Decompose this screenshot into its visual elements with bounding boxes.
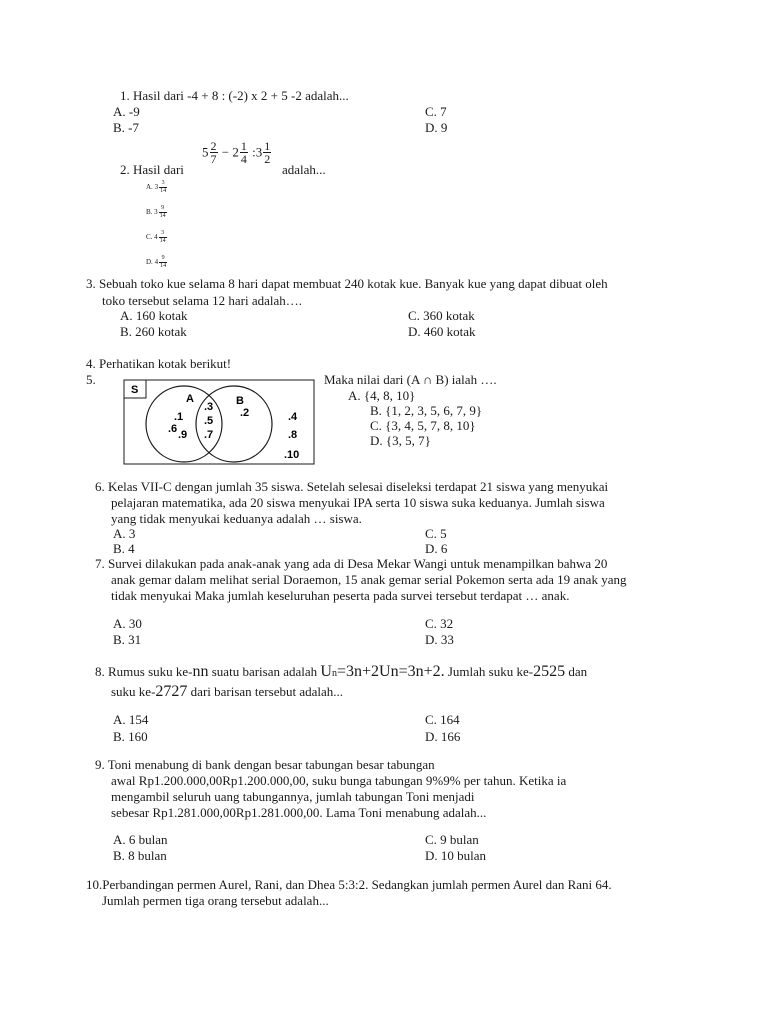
q9-option-d: D. 10 bulan <box>425 848 487 863</box>
element-intersection: .5 <box>204 415 214 427</box>
q7-line2: anak gemar dalam melihat serial Doraemon, 15 anak gemar serial Pokemon serta ada 19 anak yang <box>111 572 627 587</box>
q2-prefix: 2. Hasil dari <box>120 162 184 177</box>
q2-expression: 5 $\frac{2}{7}$ − 2 $\frac{1}{4}$ :3 $\frac{1}{2}$ <box>202 139 271 166</box>
q9-line3: mengambil seluruh uang tabungannya, jumlah tabungan Toni menjadi <box>111 789 475 804</box>
q1-option-c: C. 7 <box>425 104 447 119</box>
q6-option-d: D. 6 <box>425 541 448 556</box>
q2-option-a: A. 3 $\frac{3}{14}$ <box>146 180 167 194</box>
q8-option-d: D. 166 <box>425 729 461 744</box>
q5-question: Maka nilai dari (A ∩ B) ialah …. <box>324 372 497 387</box>
q2-option-b: B. 3 $\frac{9}{14}$ <box>146 205 166 219</box>
q8-option-c: C. 164 <box>425 712 460 727</box>
q2-option-c: C. 4 $\frac{3}{14}$ <box>146 230 166 244</box>
q9-line2: awal Rp1.200.000,00Rp1.200.000,00, suku bunga tabungan 9%9% per tahun. Ketika ia <box>111 773 567 788</box>
q5-option-c: C. {3, 4, 5, 7, 8, 10} <box>370 418 476 433</box>
q3-option-d: D. 460 kotak <box>408 324 476 339</box>
q9-option-b: B. 8 bulan <box>113 848 167 863</box>
q9-line1: 9. Toni menabung di bank dengan besar tabungan besar tabungan <box>95 757 435 772</box>
q6-line1: 6. Kelas VII-C dengan jumlah 35 siswa. Setelah selesai diseleksi terdapat 21 siswa yang menyukai <box>95 479 609 494</box>
element-intersection: .3 <box>204 401 214 413</box>
q7-option-a: A. 30 <box>113 616 142 631</box>
element-outside: .4 <box>288 411 298 423</box>
q9-option-c: C. 9 bulan <box>425 832 479 847</box>
q6-option-c: C. 5 <box>425 526 447 541</box>
q7-option-c: C. 32 <box>425 616 454 631</box>
q3-option-b: B. 260 kotak <box>120 324 187 339</box>
q1-option-d: D. 9 <box>425 120 448 135</box>
venn-diagram <box>120 378 320 468</box>
q8-option-a: A. 154 <box>113 712 149 727</box>
q5-option-b: B. {1, 2, 3, 5, 6, 7, 9} <box>370 403 483 418</box>
q6-option-b: B. 4 <box>113 541 135 556</box>
q3-option-c: C. 360 kotak <box>408 308 475 323</box>
set-b-label: B <box>236 395 244 407</box>
q7-line1: 7. Survei dilakukan pada anak-anak yang ada di Desa Mekar Wangi untuk menampilkan bahwa 20 <box>95 556 608 571</box>
q8-line1: 8. Rumus suku ke-nn suatu barisan adalah Un=3n+2Un=3n+2. Jumlah suku ke-2525 dan <box>95 663 588 680</box>
q10-line1: 10.Perbandingan permen Aurel, Rani, dan Dhea 5:3:2. Sedangkan jumlah permen Aurel dan Rani 64. <box>86 877 612 892</box>
set-a-label: A <box>186 393 194 405</box>
q3-line1: 3. Sebuah toko kue selama 8 hari dapat membuat 240 kotak kue. Banyak kue yang dapat dibuat oleh <box>86 276 608 291</box>
q7-option-b: B. 31 <box>113 632 142 647</box>
element-intersection: .7 <box>204 429 214 441</box>
q7-option-d: D. 33 <box>425 632 454 647</box>
q2-option-d: D. 4 $\frac{9}{14}$ <box>146 255 167 269</box>
q1-option-a: A. -9 <box>113 104 140 119</box>
universe-label: S <box>131 384 139 396</box>
q10-line2: Jumlah permen tiga orang tersebut adalah... <box>102 893 329 908</box>
element-only-a: .9 <box>178 429 188 441</box>
q8-line2: suku ke-2727 dari barisan tersebut adalah... <box>111 683 343 700</box>
q9-line4: sebesar Rp1.281.000,00Rp1.281.000,00. Lama Toni menabung adalah... <box>111 805 487 820</box>
q3-line2: toko tersebut selama 12 hari adalah…. <box>102 293 302 308</box>
q6-line2: pelajaran matematika, ada 20 siswa menyukai IPA serta 10 siswa suka keduanya. Jumlah siswa <box>111 495 605 510</box>
q7-line3: tidak menyukai Maka jumlah keseluruhan peserta pada survei tersebut terdapat … anak. <box>111 588 570 603</box>
element-only-b: .2 <box>240 407 250 419</box>
element-only-a: .1 <box>174 411 184 423</box>
q2-suffix: adalah... <box>282 162 326 177</box>
q6-option-a: A. 3 <box>113 526 136 541</box>
q1-text: 1. Hasil dari -4 + 8 : (-2) x 2 + 5 -2 adalah... <box>120 88 349 103</box>
q3-option-a: A. 160 kotak <box>120 308 188 323</box>
q5-option-d: D. {3, 5, 7} <box>370 433 431 448</box>
q5-option-a: A. {4, 8, 10} <box>348 388 416 403</box>
q5-number: 5. <box>86 372 96 387</box>
element-outside: .10 <box>284 449 300 461</box>
element-outside: .8 <box>288 429 298 441</box>
q4-text: 4. Perhatikan kotak berikut! <box>86 356 232 371</box>
q6-line3: yang tidak menyukai keduanya adalah … siswa. <box>111 511 362 526</box>
q8-option-b: B. 160 <box>113 729 148 744</box>
q9-option-a: A. 6 bulan <box>113 832 168 847</box>
q1-option-b: B. -7 <box>113 120 139 135</box>
element-only-a: .6 <box>168 423 178 435</box>
